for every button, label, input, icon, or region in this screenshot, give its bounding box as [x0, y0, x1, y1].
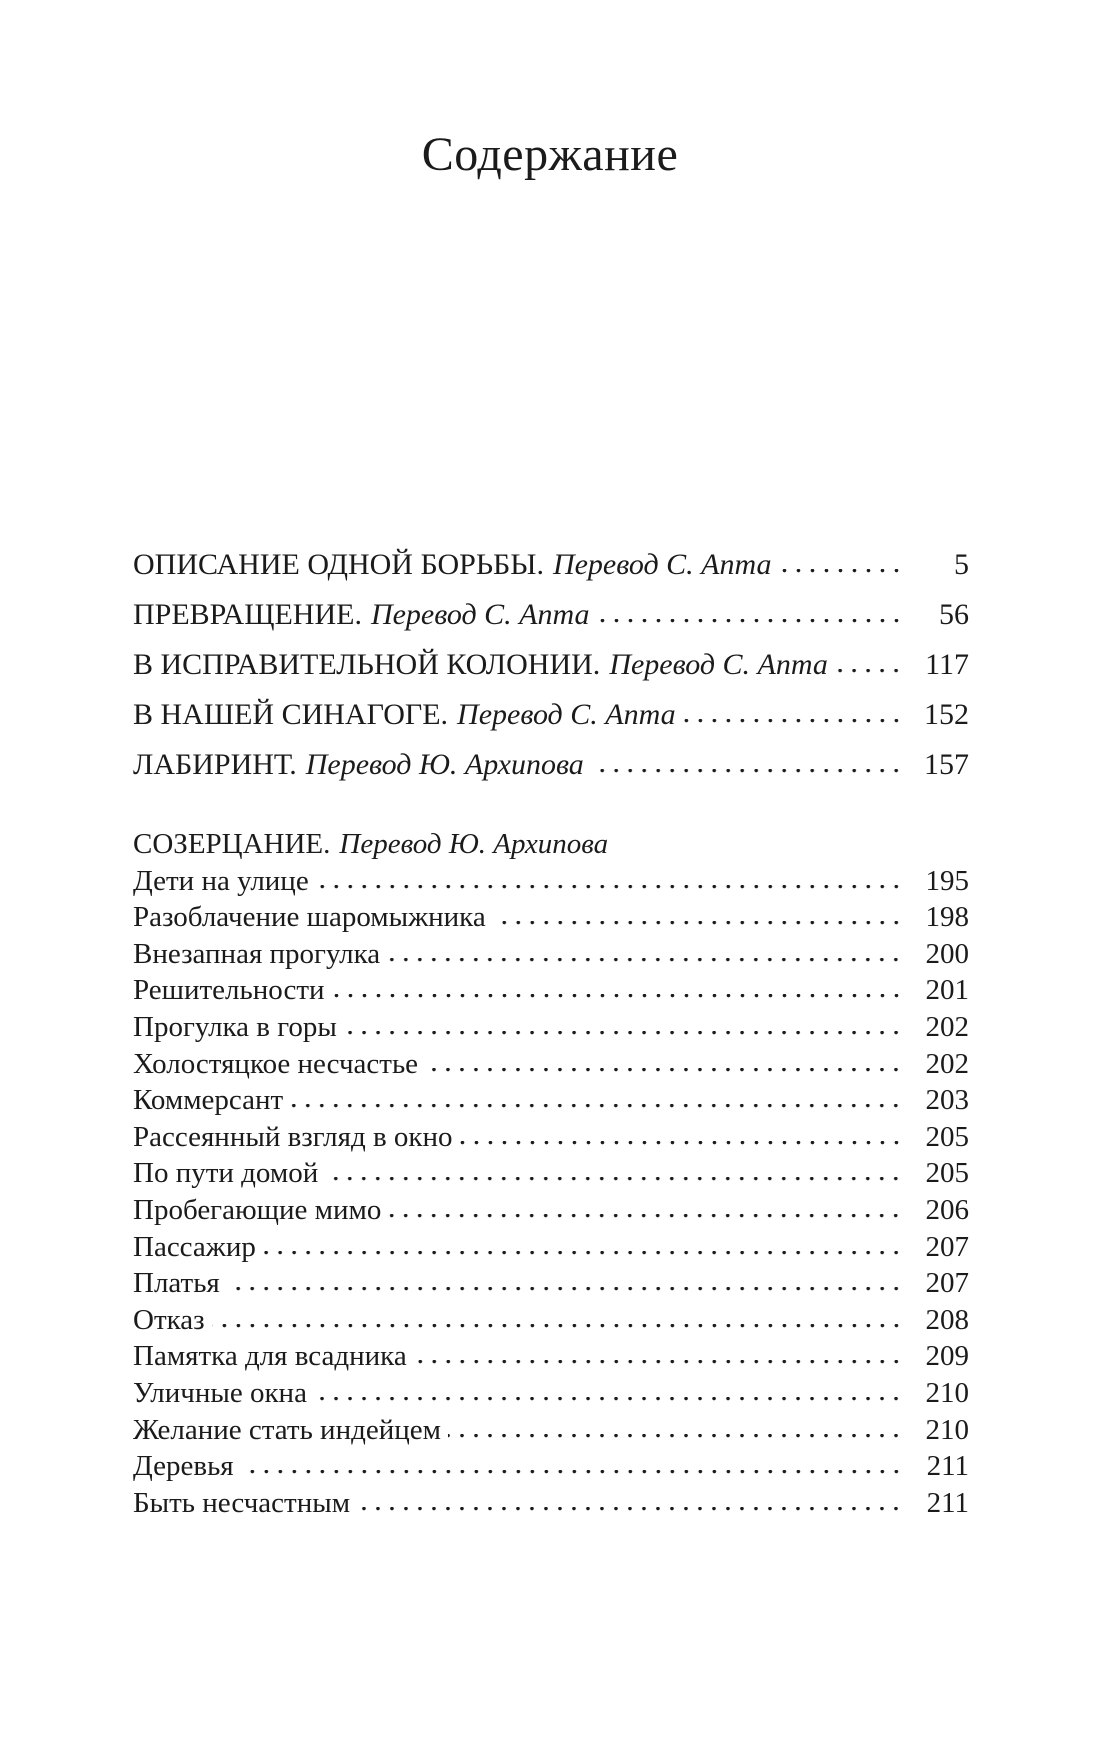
toc-entry-title: Памятка для всадника — [133, 1340, 407, 1373]
toc-entry-title: Желание стать индейцем — [133, 1413, 441, 1446]
toc-entry-title: Дети на улице — [133, 864, 309, 897]
toc-entry-page: 157 — [924, 748, 969, 781]
toc-entry-translator: Перевод С. Апта — [457, 698, 676, 731]
toc-entry-translator: Перевод Ю. Архипова — [305, 748, 584, 781]
toc-entry — [133, 1265, 969, 1302]
toc-entry-page: 195 — [925, 864, 969, 897]
toc-section — [133, 826, 969, 1521]
dot-leader — [591, 769, 905, 774]
toc-entry — [133, 863, 969, 900]
toc-entry-translator: Перевод С. Апта — [552, 548, 772, 581]
dot-leader — [493, 921, 905, 926]
toc-entry — [133, 1229, 969, 1266]
dot-leader — [316, 885, 905, 890]
dot-leader — [835, 669, 905, 674]
toc-entry-page: 202 — [925, 1010, 969, 1043]
dot-leader — [683, 719, 905, 724]
toc-entry-page: 210 — [925, 1376, 969, 1409]
toc-entry-title: В НАШЕЙ СИНАГОГЕ. — [133, 698, 449, 731]
dot-leader — [357, 1507, 905, 1512]
toc-entry-title: Разоблачение шаромыжника — [133, 901, 486, 934]
toc-section — [133, 540, 969, 790]
toc-entry-page: 209 — [925, 1340, 969, 1373]
section-translator: Перевод Ю. Архипова — [339, 828, 609, 860]
toc-entry-title: Коммерсант — [133, 1084, 284, 1117]
toc-entry-title: ПРЕВРАЩЕНИЕ. — [133, 598, 362, 631]
toc-entry-page: 208 — [925, 1303, 969, 1336]
dot-leader — [388, 1214, 905, 1219]
toc-entry-title: Внезапная прогулка — [133, 937, 381, 970]
dot-leader — [332, 994, 905, 999]
toc-entry-page: 203 — [925, 1084, 969, 1117]
toc-entry-title: Решительности — [133, 974, 325, 1007]
toc-entry — [133, 640, 969, 690]
dot-leader — [227, 1287, 905, 1292]
toc-entry-page: 5 — [954, 548, 969, 581]
toc-entry — [133, 1338, 969, 1375]
toc-entry-title: ОПИСАНИЕ ОДНОЙ БОРЬБЫ. — [133, 548, 544, 581]
dot-leader — [425, 1068, 905, 1073]
toc-entry-page: 210 — [925, 1413, 969, 1446]
toc-entry-title: Отказ — [133, 1303, 205, 1336]
toc-entry-title: Уличные окна — [133, 1376, 307, 1409]
toc-entry — [133, 936, 969, 973]
toc-entry — [133, 1192, 969, 1229]
toc-entry — [133, 1046, 969, 1083]
toc-entry-page: 198 — [925, 901, 969, 934]
toc-entry-title: ЛАБИРИНТ. — [133, 748, 297, 781]
dot-leader — [325, 1177, 905, 1182]
toc-entry-page: 205 — [925, 1120, 969, 1153]
toc-entry-title: По пути домой — [133, 1157, 319, 1190]
page-title: Содержание — [421, 128, 679, 181]
dot-leader — [460, 1141, 905, 1146]
toc-entry — [133, 1082, 969, 1119]
toc-entry-page: 117 — [925, 648, 969, 681]
dot-leader — [414, 1360, 905, 1365]
toc-entry — [133, 972, 969, 1009]
toc-entry-title: Прогулка в горы — [133, 1010, 337, 1043]
dot-leader — [212, 1324, 905, 1329]
toc-entry-title: Пассажир — [133, 1230, 256, 1263]
toc-entry-page: 207 — [925, 1267, 969, 1300]
toc-entry-page: 200 — [925, 937, 969, 970]
toc-entry-page: 205 — [925, 1157, 969, 1190]
toc-entry-page: 202 — [925, 1047, 969, 1080]
toc-entry-page: 211 — [926, 1486, 969, 1519]
toc-entry-title: В ИСПРАВИТЕЛЬНОЙ КОЛОНИИ. — [133, 648, 601, 681]
toc-entry — [133, 590, 969, 640]
dot-leader — [448, 1434, 905, 1439]
toc-entry-title: Платья — [133, 1267, 220, 1300]
toc-entry — [133, 1119, 969, 1156]
toc-entry-title: Рассеянный взгляд в окно — [133, 1120, 453, 1153]
toc-entry — [133, 690, 969, 740]
toc-entry — [133, 1155, 969, 1192]
dot-leader — [344, 1031, 905, 1036]
toc-entry-title: Быть несчастным — [133, 1486, 351, 1519]
toc-entry-page: 152 — [924, 698, 969, 731]
dot-leader — [387, 958, 905, 963]
dot-leader — [290, 1104, 905, 1109]
toc-entry — [133, 1302, 969, 1339]
dot-leader — [314, 1397, 905, 1402]
toc-entry-page: 211 — [926, 1450, 969, 1483]
toc-entry-translator: Перевод С. Апта — [609, 648, 828, 681]
toc-entry — [133, 1485, 969, 1522]
toc-entry-page: 56 — [939, 598, 969, 631]
dot-leader — [241, 1470, 905, 1475]
dot-leader — [263, 1251, 905, 1256]
toc-entry — [133, 1448, 969, 1485]
toc-entry — [133, 1009, 969, 1046]
toc-entry-page: 207 — [925, 1230, 969, 1263]
section-title: СОЗЕРЦАНИЕ. — [133, 828, 331, 860]
toc-entry — [133, 540, 969, 590]
dot-leader — [779, 569, 905, 574]
toc-entry — [133, 1375, 969, 1412]
toc-entry-title: Пробегающие мимо — [133, 1193, 382, 1226]
toc-entry-translator: Перевод С. Апта — [370, 598, 590, 631]
table-of-contents — [133, 540, 969, 1521]
toc-entry-title: Деревья — [133, 1450, 234, 1483]
toc-entry — [133, 1412, 969, 1449]
dot-leader — [597, 619, 905, 624]
toc-entry-page: 201 — [925, 974, 969, 1007]
toc-entry-title: Холостяцкое несчастье — [133, 1047, 419, 1080]
toc-entry — [133, 899, 969, 936]
toc-entry-page: 206 — [925, 1193, 969, 1226]
toc-entry — [133, 740, 969, 790]
toc-section-header — [133, 826, 969, 863]
